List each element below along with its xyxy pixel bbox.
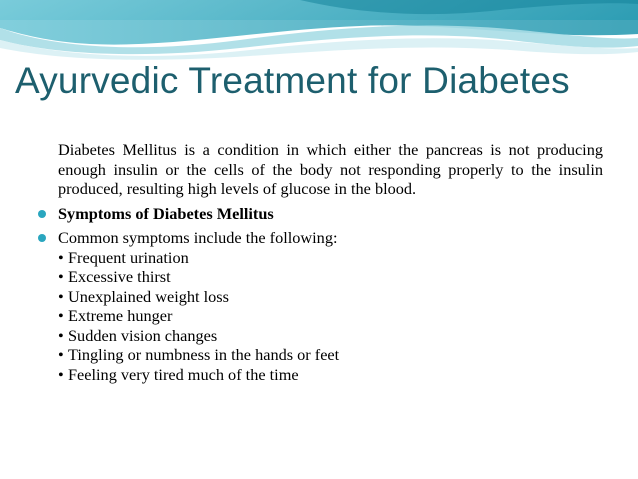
symptom-list [58,248,603,385]
list-item [58,365,603,385]
symptom-text: Sudden vision changes [68,325,218,345]
small-bullet-icon: • [58,364,64,384]
bullet-common-symptoms [38,228,603,384]
symptom-text: Extreme hunger [68,306,173,325]
common-symptoms-text: Common symptoms include the following: [58,228,338,247]
decorative-wave-banner [0,0,638,62]
symptom-text: Tingling or numbness in the hands or feet [68,345,340,364]
small-bullet-icon: • [58,345,64,364]
wave-graphic [0,0,638,62]
slide-body [38,140,603,389]
intro-paragraph: Diabetes Mellitus is a condition in which either the pancreas is not producing enough insulin or the cells of the body not responding properly to the insulin produced, resulting high levels of glucose in the blood. [58,140,603,198]
bullet-dot-icon [38,234,46,242]
symptom-text: Frequent urination [68,247,189,267]
list-item [58,326,603,346]
symptoms-heading: Symptoms of Diabetes Mellitus [58,203,274,223]
list-item [58,287,603,307]
symptom-text: Excessive thirst [68,267,171,286]
small-bullet-icon: • [58,306,64,325]
symptom-text: Unexplained weight loss [68,286,229,306]
list-item [58,345,603,365]
list-item [58,248,603,268]
list-item [58,267,603,287]
bullet-symptoms-heading [38,204,603,224]
bullet-dot-icon [38,210,46,218]
small-bullet-icon: • [58,286,64,306]
slide-title: Ayurvedic Treatment for Diabetes [15,60,570,101]
small-bullet-icon: • [58,247,64,267]
symptom-text: Feeling very tired much of the time [68,364,299,384]
small-bullet-icon: • [58,267,64,286]
small-bullet-icon: • [58,325,64,345]
list-item [58,306,603,326]
